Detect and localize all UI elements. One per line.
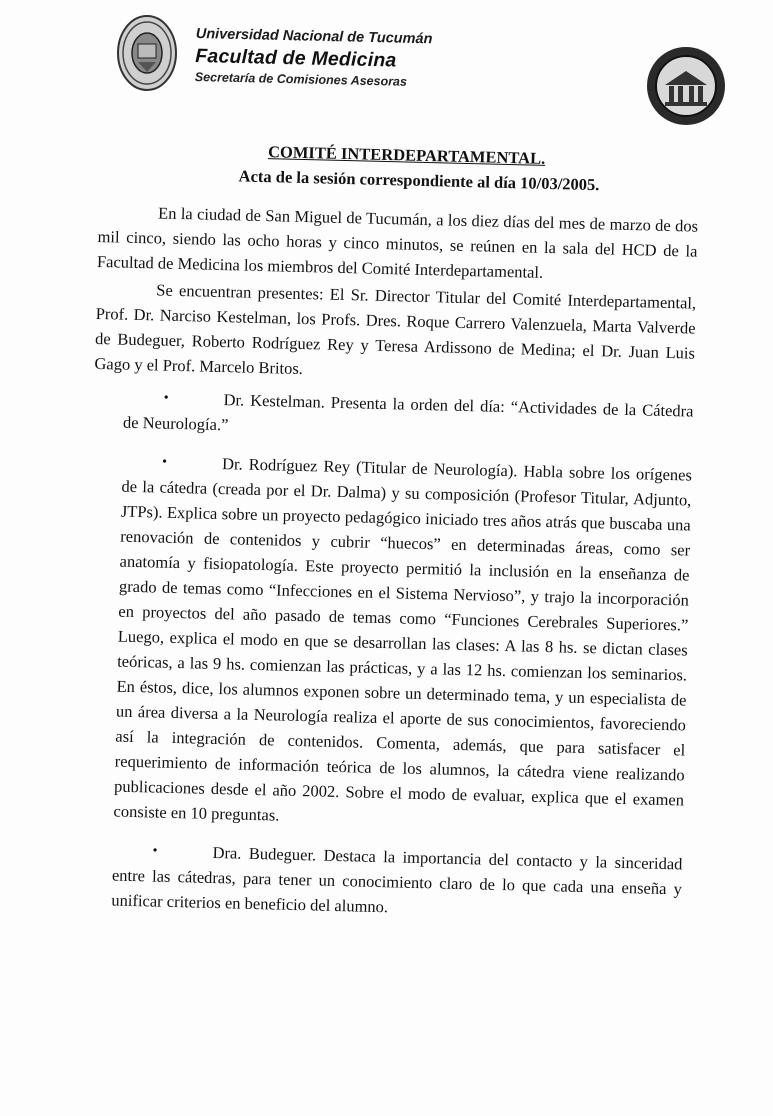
paragraph-opening: En la ciudad de San Miguel de Tucumán, a los diez días del mes de marzo de dos mil cinco, siendo las ocho horas y cinco minutos, se reúnen en la sala del HCD de la Facultad de Medicina los miembros del Comité Interdepartamental. — [96, 203, 699, 282]
list-item-text: Dr. Kestelman. Presenta la orden del día: “Actividades de la Cátedra de Neurología.” — [122, 390, 694, 435]
list-item — [93, 384, 694, 449]
paragraph-attendees: Se encuentran presentes: El Sr. Director Titular del Comité Interdepartamental, Prof. Dr. Narciso Kestelman, los Profs. Dres. Roque Carrero Valenzuela, Marta Valverde de Budeguer, Roberto Rodríguez Rey y Teresa Ardissono de Medina; el Dr. Juan Luis Gago y el Prof. Marcelo Britos. — [94, 280, 697, 379]
university-name: Universidad Nacional de Tucumán — [195, 26, 433, 48]
list-item — [83, 448, 692, 838]
letterhead — [195, 26, 536, 92]
bullet-icon: • — [152, 843, 158, 859]
faculty-name: Facultad de Medicina — [195, 44, 397, 72]
document-subtitle: Acta de la sesión correspondiente al día 10/03/2005. — [238, 166, 600, 195]
faculty-seal-icon — [645, 45, 727, 127]
list-item-text: Dr. Rodríguez Rey (Titular de Neurología). Habla sobre los orígenes de la cátedra (creada por el Dr. Dalma) y su composición (Profesor Titular, Adjunto, JTPs). Explica sobre un proyecto pedagógico iniciado tres años atrás que buscaba una renovación de contenidos y cubrir “huecos” en determinadas áreas, como ser anatomía y fisiopatología. Este proyecto permitió la inclusión en la enseñanza de grado de temas como “Infecciones en el Sistema Nervioso”, y trajo la incorporación en proyectos del año pasado de temas como “Funciones Cerebrales Superiores.” Luego, explica el modo en que se desarrollan las clases: A las 8 hs. se dictan clases teóricas, a las 9 hs. comienzan las prácticas, y a las 12 hs. comienzan los seminarios. En éstos, dice, los alumnos exponen sobre un determinado tema, y un especialista de un área diversa a la Neurología realiza el aporte de sus conocimientos, favoreciendo así la integración de contenidos. Comenta, además, que para satisfacer el requerimiento de información teórica de los alumnos, la cátedra viene realizando publicaciones desde el año 2002. Sobre el modo de evaluar, explica que el examen consiste en 10 preguntas. — [113, 454, 693, 825]
bullet-icon: • — [163, 390, 169, 406]
bullet-icon: • — [161, 454, 168, 470]
document-title: COMITÉ INTERDEPARTAMENTAL. — [267, 142, 546, 168]
list-item — [81, 837, 683, 927]
secretariat-name: Secretaría de Comisiones Asesoras — [194, 69, 408, 89]
meeting-minutes — [81, 138, 700, 926]
list-item-text: Dra. Budeguer. Destaca la importancia del contacto y la sinceridad entre las cátedras, para tener un conocimiento claro de lo que cada una enseña y unificar criterios en beneficio del alumno. — [111, 842, 683, 917]
university-seal-icon — [116, 14, 178, 92]
